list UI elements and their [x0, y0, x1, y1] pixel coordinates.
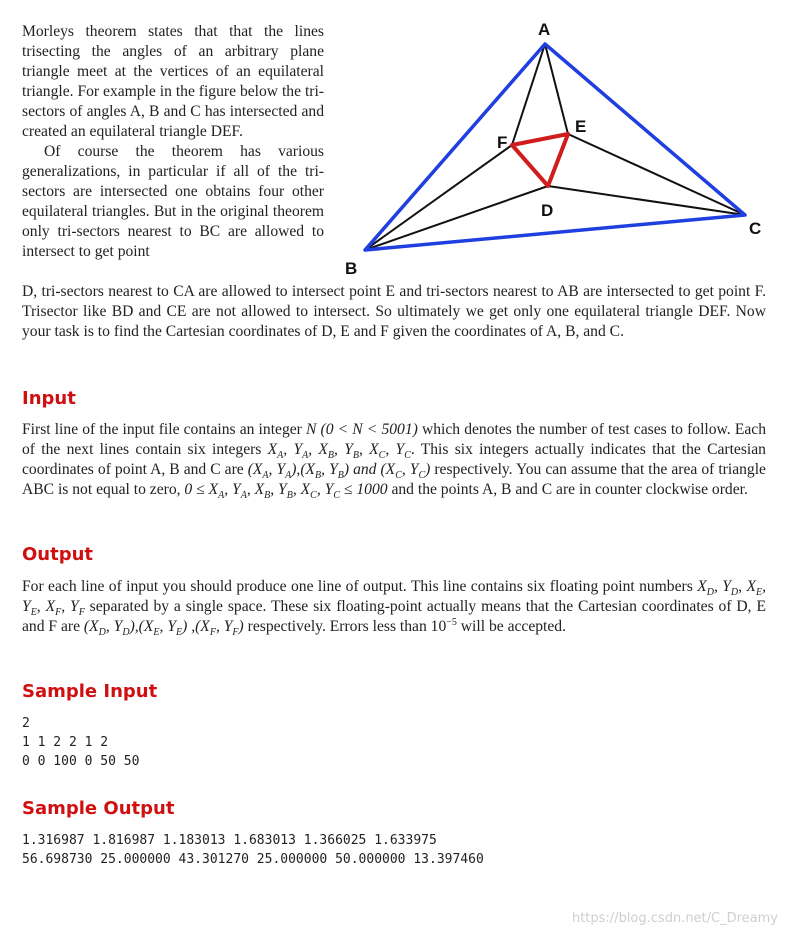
- input-n-condition: N (0 < N < 5001): [305, 421, 418, 438]
- input-text-2: which denotes the number of test cases to follow. Each of the next lines contain six integers: [22, 421, 766, 458]
- sample-input-line: 2: [22, 716, 30, 731]
- sample-input-block: [22, 714, 139, 771]
- sample-input-line: 0 0 100 0 50 50: [22, 754, 140, 769]
- output-text-2: separated by a single space. These six floating-point actually means that the Cartesian coordinates of D, E and F are: [22, 598, 766, 635]
- label-b: B: [345, 259, 358, 278]
- trisector-bf: [365, 145, 512, 250]
- input-coordinates: ($X_A$, $Y_A),(X_B$, $Y_B$) and ($X_C$, $Y_C$): [247, 461, 431, 482]
- output-coordinates: ($X_D$, $Y_D),(X_E$, $Y_E$) $,(X_F$, $Y_F$): [83, 618, 244, 639]
- sample-output-line: 56.698730 25.000000 43.301270 25.000000 50.000000 13.397460: [22, 852, 484, 867]
- label-a: A: [538, 20, 551, 39]
- input-variables: $X_A$, $Y_A$, $X_B$, $Y_B$, $X_C$, $Y_C$: [267, 441, 411, 462]
- label-e: E: [575, 117, 587, 136]
- morley-figure: [320, 8, 780, 283]
- input-text-4: respectively. You can assume that the area of triangle ABC is not equal to zero,: [22, 461, 766, 498]
- output-text-3: respectively. Errors less than: [243, 618, 431, 635]
- output-heading: Output: [22, 544, 94, 565]
- sample-input-line: 1 1 2 2 1 2: [22, 735, 109, 750]
- label-c: C: [749, 219, 762, 238]
- intro-text: [22, 22, 324, 262]
- input-text-5: and the points A, B and C are in counter clockwise order.: [387, 481, 748, 498]
- outer-triangle-abc: [365, 44, 745, 250]
- output-error-bound: $10^{-5}$: [430, 616, 457, 635]
- input-range: $0 \le X_A$, $Y_A$, $X_B$, $Y_B$, $X_C$, $Y_C \le 1000$: [184, 481, 388, 502]
- watermark: https://blog.csdn.net/C_Dreamy: [571, 911, 778, 926]
- output-variables: $X_D$, $Y_D$, $X_E$, $Y_E$, $X_F$, $Y_F$: [22, 578, 766, 619]
- sample-output-block: [22, 831, 484, 869]
- input-text-3: . This six integers actually indicates that the Cartesian coordinates of point A, B and C are: [22, 441, 766, 478]
- output-text-1: For each line of input you should produce one line of output. This line contains six floating point numbers: [22, 578, 698, 595]
- label-d: D: [541, 201, 554, 220]
- trisector-af: [512, 44, 545, 145]
- inner-triangle-def: [512, 134, 568, 186]
- input-heading: Input: [22, 388, 76, 409]
- input-description: [22, 420, 766, 500]
- input-text-1: First line of the input file contains an integer: [22, 421, 306, 438]
- trisector-ae: [545, 44, 568, 134]
- sample-input-heading: Sample Input: [22, 681, 158, 702]
- sample-output-heading: Sample Output: [22, 798, 175, 819]
- intro-paragraph-2-continued: D, tri-sectors nearest to CA are allowed to intersect point E and tri-sectors nearest to AB are intersected to get point F. Trisector like BD and CE are not allowed to intersect. So ultimately we get only one equilateral triangle DEF. Now your task is to find the Cartesian coordinates of D, E and F given the coordinates of A, B, and C.: [22, 283, 766, 340]
- intro-paragraph-2: Of course the theorem has various generalizations, in particular if all of the tri-sectors are intersected one obtains four other equilateral triangles. But in the original theorem only tri-sectors nearest to BC are allowed to intersect to get point: [22, 143, 324, 260]
- intro-paragraph-1: Morleys theorem states that that the lines trisecting the angles of an arbitrary plane triangle meet at the vertices of an equilateral triangle. For example in the figure below the tri-sectors of angles A, B and C has intersected and created an equilateral triangle DEF.: [22, 23, 324, 140]
- output-text-4: will be accepted.: [456, 618, 566, 635]
- label-f: F: [497, 133, 508, 152]
- output-description: [22, 577, 766, 637]
- sample-output-line: 1.316987 1.816987 1.183013 1.683013 1.366025 1.633975: [22, 833, 437, 848]
